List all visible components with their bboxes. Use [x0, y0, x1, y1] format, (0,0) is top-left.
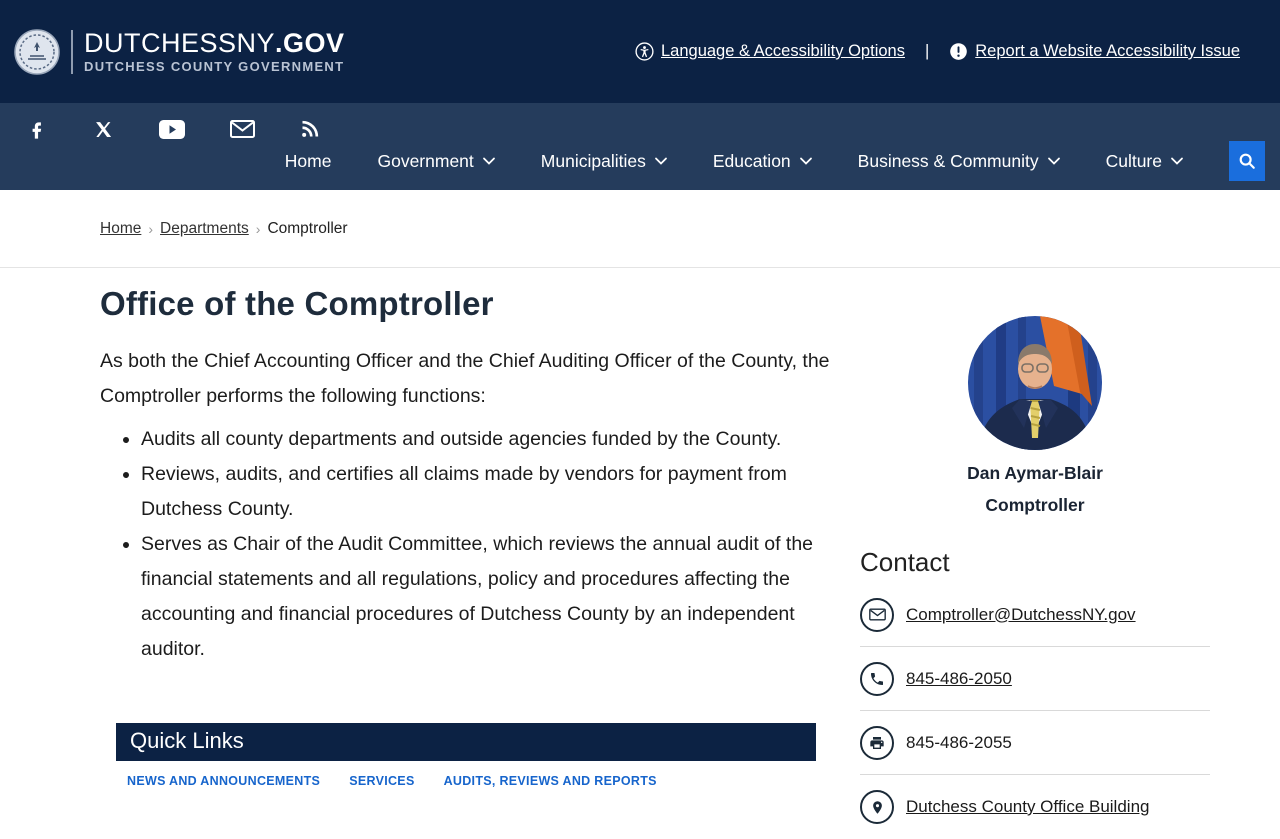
- nav-item-label: Culture: [1105, 150, 1162, 171]
- exclamation-circle-icon: [949, 42, 968, 61]
- chevron-down-icon: [483, 157, 495, 165]
- breadcrumb-home[interactable]: Home: [100, 219, 142, 237]
- main-column: [100, 268, 840, 839]
- x-twitter-icon[interactable]: [93, 119, 114, 140]
- logo-divider: [71, 30, 73, 74]
- contact-phone-link[interactable]: 845-486-2050: [906, 668, 1012, 688]
- language-accessibility-label: Language & Accessibility Options: [660, 42, 905, 60]
- logo-title-suffix: .GOV: [275, 27, 345, 58]
- chevron-down-icon: [1048, 157, 1060, 165]
- contact-list: [860, 583, 1210, 839]
- official-name: Dan Aymar-Blair: [967, 463, 1103, 483]
- logo-text: [84, 29, 345, 74]
- nav-item-government[interactable]: [377, 151, 494, 172]
- language-accessibility-link[interactable]: [635, 42, 905, 61]
- facebook-icon[interactable]: [28, 119, 48, 140]
- nav-item-business-community[interactable]: [858, 151, 1060, 172]
- nav-item-label: Business & Community: [857, 150, 1039, 171]
- contact-address-link[interactable]: Dutchess County Office Building: [906, 797, 1150, 816]
- function-list: [100, 422, 840, 667]
- nav-item-label: Education: [712, 150, 791, 171]
- logo-subtitle: DUTCHESS COUNTY GOVERNMENT: [84, 59, 345, 75]
- breadcrumb-departments[interactable]: Departments: [160, 219, 249, 237]
- fax-icon: [860, 726, 894, 760]
- list-item: • Audits all county departments and outside agencies funded by the County.: [141, 422, 840, 457]
- quick-link-audits[interactable]: AUDITS, REVIEWS AND REPORTS: [443, 774, 657, 788]
- youtube-icon[interactable]: [159, 120, 185, 139]
- header-utility-links: [635, 42, 1240, 61]
- search-icon: [1238, 152, 1256, 170]
- official-title: Comptroller: [985, 495, 1085, 515]
- contact-fax-number: 845-486-2055: [906, 732, 1012, 752]
- logo-title: DUTCHESSNY: [84, 27, 276, 58]
- quick-links-section: [116, 723, 816, 788]
- site-logo[interactable]: [14, 29, 345, 75]
- phone-icon: [860, 662, 894, 696]
- breadcrumb-current: Comptroller: [267, 219, 348, 237]
- nav-item-home[interactable]: [285, 151, 332, 172]
- main-navigation: [0, 103, 1280, 190]
- chevron-down-icon: [800, 157, 812, 165]
- site-header: [0, 0, 1280, 103]
- report-accessibility-issue-link[interactable]: [949, 42, 1240, 61]
- contact-row-fax: [860, 711, 1210, 775]
- contact-row-address: [860, 775, 1210, 839]
- nav-menu: [285, 141, 1265, 181]
- contact-row-email: [860, 583, 1210, 647]
- location-pin-icon: [860, 790, 894, 824]
- nav-item-label: Home: [284, 150, 332, 171]
- nav-item-municipalities[interactable]: [541, 151, 667, 172]
- header-separator: |: [924, 42, 930, 60]
- list-item: • Serves as Chair of the Audit Committee, which reviews the annual audit of the financial statements and all regulations, policy and procedures affecting the accounting and financial procedures of Dutchess County by an independent auditor.: [141, 527, 840, 667]
- content-area: [0, 268, 1280, 839]
- chevron-down-icon: [1171, 157, 1183, 165]
- quick-links-row: [116, 774, 816, 788]
- accessibility-icon: [635, 42, 654, 61]
- nav-item-label: Government: [377, 150, 474, 171]
- list-item: • Reviews, audits, and certifies all claims made by vendors for payment from Dutchess County.: [141, 457, 840, 527]
- county-seal-icon: [14, 29, 60, 75]
- nav-item-education[interactable]: [713, 151, 812, 172]
- rss-icon[interactable]: [300, 119, 320, 139]
- quick-link-services[interactable]: SERVICES: [349, 774, 415, 788]
- page-title: Office of the Comptroller: [100, 285, 494, 322]
- quick-link-news[interactable]: NEWS AND ANNOUNCEMENTS: [127, 774, 321, 788]
- social-links: [28, 115, 320, 143]
- search-button[interactable]: [1229, 141, 1265, 181]
- envelope-icon: [860, 598, 894, 632]
- contact-row-phone: [860, 647, 1210, 711]
- email-icon[interactable]: [230, 120, 255, 138]
- breadcrumb-separator: ›: [255, 220, 261, 237]
- chevron-down-icon: [655, 157, 667, 165]
- quick-links-header: Quick Links: [116, 723, 816, 761]
- contact-heading: Contact: [860, 547, 950, 577]
- portrait-photo: [968, 316, 1102, 450]
- intro-paragraph: As both the Chief Accounting Officer and the Chief Auditing Officer of the County, the Comptroller performs the following functions:: [100, 350, 830, 407]
- sidebar: [860, 268, 1210, 839]
- contact-email-link[interactable]: Comptroller@DutchessNY.gov: [906, 604, 1136, 624]
- nav-item-label: Municipalities: [540, 150, 646, 171]
- nav-item-culture[interactable]: [1106, 151, 1183, 172]
- breadcrumb: [0, 190, 1280, 268]
- breadcrumb-separator: ›: [148, 220, 154, 237]
- report-accessibility-issue-label: Report a Website Accessibility Issue: [975, 42, 1240, 60]
